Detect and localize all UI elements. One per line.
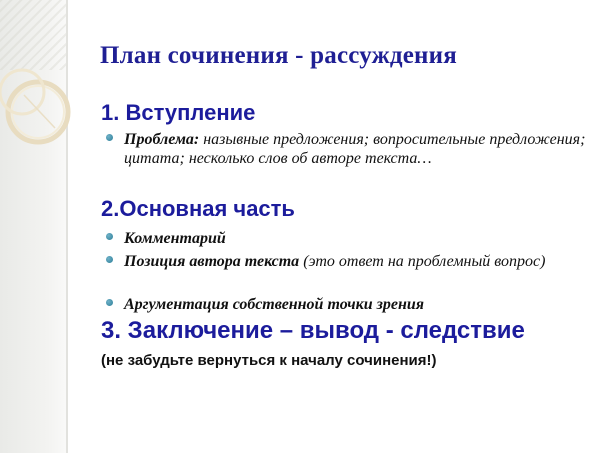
reminder-note: (не забудьте вернуться к началу сочинения!) [101, 352, 437, 369]
section-heading-conclusion: 3. Заключение – вывод - следствие [101, 317, 525, 344]
item-label: Аргументация собственной точки зрения [124, 296, 425, 313]
gold-rings-decoration [0, 0, 90, 160]
teal-dot-icon [106, 233, 113, 240]
section-heading-introduction: 1. Вступление [101, 100, 256, 125]
teal-dot-icon [106, 299, 113, 306]
teal-dot-icon [106, 256, 113, 263]
item-label: Проблема: [124, 131, 200, 148]
list-item-problem [124, 130, 594, 168]
page-title: План сочинения - рассуждения [100, 42, 457, 69]
item-text: (это ответ на проблемный вопрос) [299, 253, 546, 270]
list-item-comment [124, 229, 594, 248]
section-heading-main-part: 2.Основная часть [101, 196, 295, 221]
teal-dot-icon [106, 134, 113, 141]
item-label: Комментарий [124, 230, 226, 247]
item-label: Позиция автора текста [124, 253, 300, 270]
list-item-argumentation [124, 295, 594, 314]
item-text: назывные предложения; вопросительные предложения; цитата; несколько слов об авторе текста… [124, 131, 586, 167]
list-item-author-position [124, 252, 594, 271]
